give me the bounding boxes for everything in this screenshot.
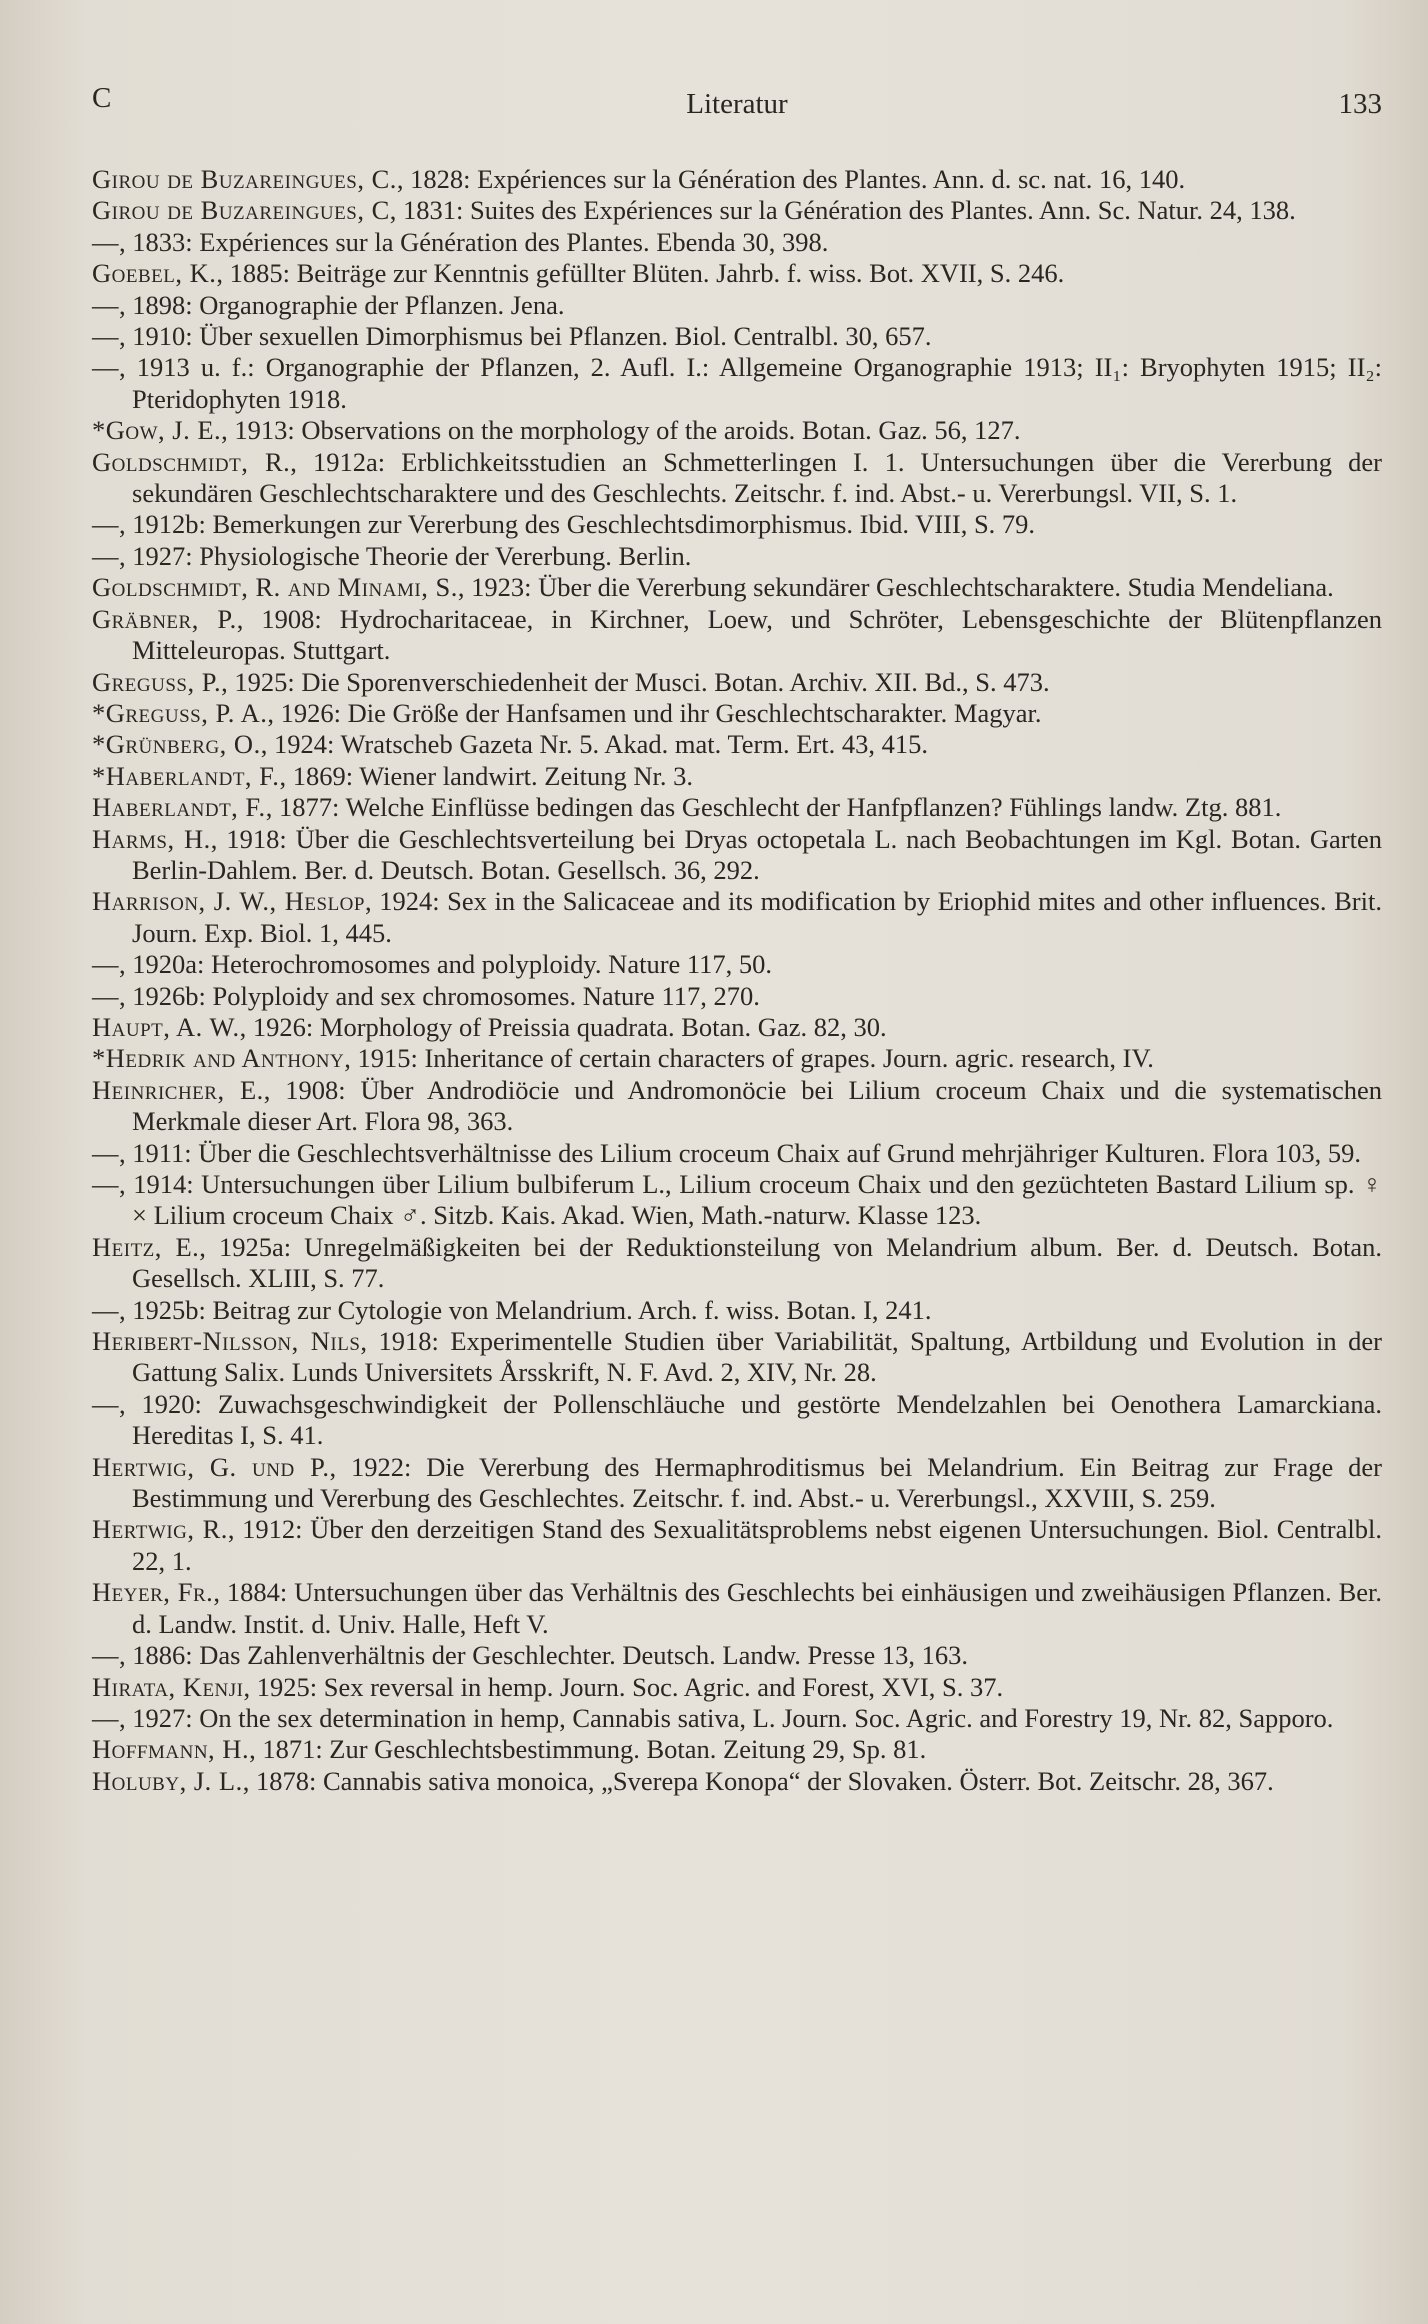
reference-entry — [92, 227, 1382, 258]
reference-author: Goebel, K. — [92, 258, 217, 289]
reference-text: , 1925b: Beitrag zur Cytologie von Melandrium. Arch. f. wiss. Botan. I, 241. — [119, 1294, 932, 1325]
reference-entry — [92, 1043, 1382, 1074]
reference-author: Gräbner, P. — [92, 603, 237, 634]
reference-entry — [92, 1326, 1382, 1389]
reference-text: , 1828: Expériences sur la Génération des Plantes. Ann. d. sc. nat. 16, 140. — [396, 164, 1186, 194]
reference-text: , 1925: Sex reversal in hemp. Journ. Soc. Agric. and Forest, XVI, S. 37. — [243, 1671, 1004, 1702]
reference-author: Heribert-Nilsson, Nils — [92, 1326, 361, 1357]
reference-author: *Grünberg, O. — [92, 729, 261, 760]
reference-author: Haberlandt, F. — [92, 792, 266, 823]
reference-entry — [92, 949, 1382, 980]
reference-author: — — [92, 1388, 119, 1419]
reference-text: , 1918: Experimentelle Studien über Variabilität, Spaltung, Artbildung und Evolution in der Gattung Salix. Lunds Universitets Årsskrift, N. F. Avd. 2, XIV, Nr. 28. — [132, 1326, 1382, 1388]
reference-text: , 1920: Zuwachsgeschwindigkeit der Pollenschläuche und gestörte Mendelzahlen bei Oenothera Lamarckiana. Hereditas I, S. 41. — [119, 1388, 1382, 1451]
reference-text: , 1912: Über den derzeitigen Stand des Sexualitätsproblems nebst eigenen Untersuchungen. Biol. Centralbl. 22, 1. — [132, 1514, 1382, 1576]
reference-entry — [92, 667, 1382, 698]
reference-list — [92, 164, 1382, 1797]
reference-text: , 1924: Wratscheb Gazeta Nr. 5. Akad. mat. Term. Ert. 43, 415. — [260, 729, 928, 760]
reference-author: Hoffmann, H. — [92, 1734, 250, 1765]
reference-text: , 1877: Welche Einflüsse bedingen das Geschlecht der Hanfpflanzen? Fühlings landw. Ztg. 881. — [265, 792, 1282, 823]
reference-text: , 1910: Über sexuellen Dimorphismus bei Pflanzen. Biol. Centralbl. 30, 657. — [119, 321, 932, 352]
reference-author: *Hedrik and Anthony — [92, 1043, 345, 1074]
reference-text: , 1925: Die Sporenverschiedenheit der Musci. Botan. Archiv. XII. Bd., S. 473. — [221, 666, 1050, 697]
reference-entry — [92, 321, 1382, 352]
reference-author: — — [92, 1702, 119, 1733]
reference-author: — — [92, 1294, 119, 1325]
reference-text: , 1908: Über Androdiöcie und Andromonöcie bei Lilium croceum Chaix und die systematischen Merkmale dieser Art. Flora 98, 363. — [132, 1074, 1383, 1137]
reference-text: , 1920a: Heterochromosomes and polyploidy. Nature 117, 50. — [119, 949, 773, 980]
reference-entry — [92, 729, 1382, 760]
reference-author: Heitz, E. — [92, 1231, 200, 1262]
reference-text: , 1926b: Polyploidy and sex chromosomes. Nature 117, 270. — [119, 980, 760, 1011]
reference-text: , 1927: On the sex determination in hemp, Cannabis sativa, L. Journ. Soc. Agric. and Forestry 19, Nr. 82, Sapporo. — [119, 1702, 1334, 1733]
reference-author: Girou de Buzareingues, C — [92, 195, 390, 226]
reference-text: , 1926: Morphology of Preissia quadrata. Botan. Gaz. 82, 30. — [239, 1011, 887, 1042]
reference-entry — [92, 1640, 1382, 1671]
reference-entry — [92, 1514, 1382, 1577]
reference-author: Hirata, Kenji — [92, 1671, 244, 1702]
reference-entry — [92, 1232, 1382, 1295]
reference-text: , 1922: Die Vererbung des Hermaphroditismus bei Melandrium. Ein Beitrag zur Frage der Bestimmung und Vererbung des Geschlechtes. Zeitschr. f. ind. Abst.- u. Vererbungsl., XXVIII, S. 259. — [132, 1451, 1382, 1514]
reference-text: , 1924: Sex in the Salicaceae and its modification by Eriophid mites and other influences. Brit. Journ. Exp. Biol. 1, 445. — [132, 886, 1382, 948]
reference-text: , 1908: Hydrocharitaceae, in Kirchner, Loew, und Schröter, Lebensgeschichte der Blütenpflanzen Mitteleuropas. Stuttgart. — [132, 603, 1382, 666]
reference-author: Goldschmidt, R. and Minami, S. — [92, 572, 458, 603]
reference-entry — [92, 415, 1382, 446]
reference-entry — [92, 824, 1382, 887]
reference-entry — [92, 1075, 1382, 1138]
reference-entry — [92, 1672, 1382, 1703]
reference-entry — [92, 258, 1382, 289]
reference-author: *Gow, J. E. — [92, 415, 222, 446]
reference-entry — [92, 290, 1382, 321]
reference-entry — [92, 1138, 1382, 1169]
reference-author: — — [92, 352, 119, 383]
reference-author: — — [92, 289, 119, 320]
reference-text: , 1918: Über die Geschlechtsverteilung bei Dryas octopetala L. nach Beobachtungen im Kgl. Botan. Garten Berlin-Dahlem. Ber. d. Deutsch. Botan. Gesellsch. 36, 292. — [132, 823, 1382, 885]
reference-author: — — [92, 509, 119, 540]
reference-author: — — [92, 1169, 119, 1199]
reference-entry — [92, 1766, 1382, 1797]
reference-text: , 1926: Die Größe der Hanfsamen und ihr Geschlechtscharakter. Magyar. — [267, 697, 1042, 728]
page-header — [92, 82, 1382, 132]
reference-entry — [92, 572, 1382, 603]
reference-entry — [92, 1452, 1382, 1515]
reference-text: , 1833: Expériences sur la Génération des Plantes. Ebenda 30, 398. — [119, 226, 829, 257]
reference-entry — [92, 1169, 1382, 1232]
reference-text: , 1912a: Erblichkeitsstudien an Schmetterlingen I. 1. Untersuchungen über die Vererbung der sekundären Geschlechtscharaktere und des Geschlechts. Zeitschr. f. ind. Abst.- u. Vererbungsl. VII, S. 1. — [132, 446, 1382, 509]
page-number: 133 — [1338, 88, 1382, 120]
reference-text: , 1913 u. f.: Organographie der Pflanzen, 2. Aufl. I.: Allgemeine Organographie 1913; II₁: Bryophyten 1915; II₂: Pteridophyten 1918. — [119, 352, 1382, 414]
section-letter: C — [92, 82, 112, 114]
reference-entry — [92, 792, 1382, 823]
reference-text: , 1911: Über die Geschlechtsverhältnisse des Lilium croceum Chaix auf Grund mehrjähriger Kulturen. Flora 103, 59. — [119, 1137, 1361, 1168]
reference-author: Hertwig, R. — [92, 1514, 228, 1545]
reference-entry — [92, 981, 1382, 1012]
reference-entry — [92, 447, 1382, 510]
reference-entry — [92, 509, 1382, 540]
reference-author: Harrison, J. W., Heslop — [92, 886, 365, 917]
reference-author: *Greguss, P. A. — [92, 697, 268, 728]
reference-text: , 1898: Organographie der Pflanzen. Jena. — [119, 289, 565, 320]
reference-text: , 1927: Physiologische Theorie der Vererbung. Berlin. — [119, 540, 692, 571]
reference-author: — — [92, 980, 119, 1011]
reference-text: , 1914: Untersuchungen über Lilium bulbiferum L., Lilium croceum Chaix und den gezüchteten Bastard Lilium sp. ♀ × Lilium croceum Chaix ♂. Sitzb. Kais. Akad. Wien, Math.-naturw. Klasse 123. — [119, 1169, 1382, 1231]
reference-author: — — [92, 1137, 119, 1168]
reference-author: Haupt, A. W. — [92, 1011, 240, 1042]
reference-entry — [92, 604, 1382, 667]
reference-entry — [92, 698, 1382, 729]
reference-entry — [92, 1577, 1382, 1640]
reference-text: , 1869: Wiener landwirt. Zeitung Nr. 3. — [279, 760, 693, 791]
reference-author: — — [92, 226, 119, 257]
reference-entry — [92, 164, 1382, 195]
reference-entry — [92, 886, 1382, 949]
reference-text: , 1912b: Bemerkungen zur Vererbung des Geschlechtsdimorphismus. Ibid. VIII, S. 79. — [119, 509, 1036, 540]
reference-entry — [92, 195, 1382, 226]
reference-text: , 1884: Untersuchungen über das Verhältnis des Geschlechts bei einhäusigen und zweihäusigen Pflanzen. Ber. d. Landw. Instit. d. Univ. Halle, Heft V. — [132, 1577, 1383, 1639]
reference-text: , 1871: Zur Geschlechtsbestimmung. Botan. Zeitung 29, Sp. 81. — [249, 1734, 927, 1765]
reference-entry — [92, 1734, 1382, 1765]
reference-text: , 1886: Das Zahlenverhältnis der Geschlechter. Deutsch. Landw. Presse 13, 163. — [119, 1640, 968, 1671]
reference-author: Greguss, P. — [92, 666, 222, 697]
reference-author: Heinricher, E. — [92, 1074, 264, 1105]
reference-author: Goldschmidt, R. — [92, 446, 291, 477]
reference-author: Harms, H. — [92, 823, 211, 854]
reference-text: , 1878: Cannabis sativa monoica, „Sverepa Konopa“ der Slovaken. Österr. Bot. Zeitschr. 28, 367. — [242, 1765, 1274, 1796]
running-title: Literatur — [686, 88, 788, 120]
reference-entry — [92, 352, 1382, 415]
reference-entry — [92, 541, 1382, 572]
reference-author: *Haberlandt, F. — [92, 760, 280, 791]
reference-text: , 1913: Observations on the morphology of the aroids. Botan. Gaz. 56, 127. — [221, 415, 1021, 446]
reference-text: , 1831: Suites des Expériences sur la Génération des Plantes. Ann. Sc. Natur. 24, 138. — [389, 195, 1296, 226]
reference-entry — [92, 1703, 1382, 1734]
reference-author: — — [92, 1640, 119, 1671]
reference-entry — [92, 1389, 1382, 1452]
reference-author: Hertwig, G. und P. — [92, 1451, 330, 1482]
reference-author: Heyer, Fr. — [92, 1577, 214, 1608]
reference-text: , 1923: Über die Vererbung sekundärer Geschlechtscharaktere. Studia Mendeliana. — [457, 572, 1334, 603]
reference-author: Holuby, J. L. — [92, 1765, 243, 1796]
reference-text: , 1925a: Unregelmäßigkeiten bei der Reduktionsteilung von Melandrium album. Ber. d. Deutsch. Botan. Gesellsch. XLIII, S. 77. — [132, 1231, 1382, 1294]
reference-author: — — [92, 321, 119, 352]
reference-text: , 1885: Beiträge zur Kenntnis gefüllter Blüten. Jahrb. f. wiss. Bot. XVII, S. 246. — [216, 258, 1065, 289]
reference-text: , 1915: Inheritance of certain characters of grapes. Journ. agric. research, IV. — [344, 1043, 1154, 1074]
reference-entry — [92, 1012, 1382, 1043]
reference-author: — — [92, 949, 119, 980]
reference-entry — [92, 1295, 1382, 1326]
reference-entry — [92, 761, 1382, 792]
reference-author: Girou de Buzareingues, C. — [92, 164, 397, 194]
reference-author: — — [92, 540, 119, 571]
